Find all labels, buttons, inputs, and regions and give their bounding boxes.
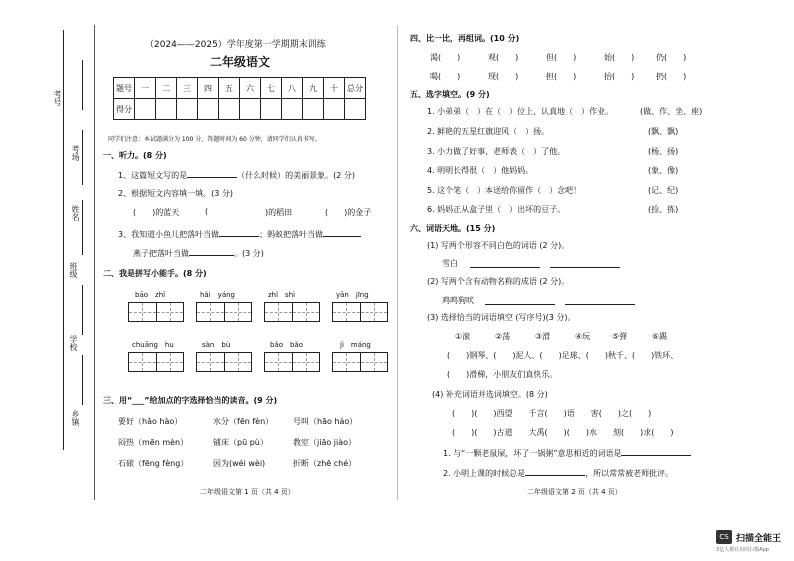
pinyin-label: bǎo bǎo (270, 341, 304, 349)
score-head: 八 (282, 78, 303, 99)
compare-item[interactable]: 观( ) (488, 53, 519, 62)
score-cell[interactable] (240, 99, 261, 120)
s1-q3-text-d: 。(3 分) (234, 249, 264, 258)
s1-q1-text: 1、这篇短文写的是 (118, 171, 188, 180)
word-option: ③滑 (535, 332, 551, 341)
compare-item[interactable]: 但( ) (546, 53, 577, 62)
writing-grid[interactable] (264, 352, 320, 372)
page-footer-left: 二年级语文第 1 页（共 4 页） (200, 488, 295, 496)
watermark-name: 扫描全能王 (736, 534, 782, 544)
s1-q3 (118, 227, 361, 240)
side-label-exam-number: 考号 (53, 90, 62, 106)
compare-item[interactable]: 仍( ) (656, 53, 687, 62)
writing-grid[interactable] (196, 302, 252, 322)
pinyin-label: chuāng hu (132, 341, 174, 349)
side-label-school: 学校 (69, 335, 78, 351)
answer-blank[interactable] (187, 168, 237, 178)
s1-q3-line2 (133, 246, 264, 259)
fill-question: 1. 小弟弟（ ）在（ ）位上，认真地（ ）作业。 (427, 107, 614, 116)
word-option: ②荡 (495, 332, 511, 341)
answer-blank[interactable] (621, 446, 691, 456)
answer-blank[interactable] (525, 466, 585, 476)
pinyin-label: zhǐ shì (268, 291, 296, 299)
score-head: 五 (219, 78, 240, 99)
s1-q2-item: )的稻田 (265, 208, 293, 217)
s6-q2: (2) 写两个含有动物名称的成语 (2 分)。 (427, 277, 570, 286)
fill-options: (杨、扬) (648, 147, 679, 156)
score-row-label: 得分 (114, 99, 135, 120)
score-cell[interactable] (177, 99, 198, 120)
compare-item[interactable]: 始( ) (604, 53, 635, 62)
s6-q3-line1: ( )钢琴、( )泥人、( )足球、( )秋千、( )铁环、 (447, 351, 679, 360)
score-table (113, 77, 366, 120)
answer-blank[interactable] (470, 267, 540, 268)
instructions: 同学们注意：本试题满分为 100 分，答题时间为 60 分钟，请同学们认真书写。 (108, 136, 321, 143)
binding-line (63, 30, 64, 450)
fill-options: (记、纪) (648, 186, 679, 195)
s1-q3-text-b: ；蚂蚁把落叶当做 (259, 230, 324, 239)
word-option: ⑤弹 (612, 332, 628, 341)
s1-q1 (118, 168, 355, 181)
cut-line (94, 25, 95, 500)
score-cell[interactable] (135, 99, 156, 120)
compare-item[interactable]: 现( ) (488, 72, 519, 81)
reading-option[interactable]: 要好（hǎo hào） (118, 417, 183, 426)
score-cell[interactable] (156, 99, 177, 120)
score-head: 二 (156, 78, 177, 99)
score-cell[interactable] (282, 99, 303, 120)
score-head: 十 (324, 78, 345, 99)
s6-q1: (1) 写两个形容不同白色的词语 (2 分)。 (427, 241, 570, 250)
writing-grid[interactable] (332, 302, 388, 322)
s1-q2-item: ( )的蓝天 (133, 208, 180, 217)
blank-line (82, 60, 83, 110)
s6-q3-line2: ( )滑梯，小朋友们真快乐。 (447, 370, 558, 379)
watermark-tagline: 3亿人都在用的扫描App (716, 547, 769, 553)
reading-option[interactable]: 号叫（hāo háo） (293, 417, 358, 426)
score-head: 总分 (345, 78, 366, 99)
fill-question: 5. 这个笔（ ）本送给你留作（ ）念吧！ (427, 186, 582, 195)
s6-q4-s2 (443, 466, 673, 479)
writing-grid[interactable] (196, 352, 252, 372)
blank-line (82, 130, 83, 185)
s6-q3: (3) 选择恰当的词语填空 (写序号)(3 分)。 (427, 313, 576, 322)
score-head: 题号 (114, 78, 135, 99)
word-option: ①滚 (455, 332, 471, 341)
blank-line (82, 285, 83, 335)
side-label-name: 姓名 (71, 205, 80, 221)
score-cell[interactable] (198, 99, 219, 120)
side-label-township: 乡镇 (71, 410, 80, 426)
fill-question: 4. 明明长得很（ ）他妈妈。 (427, 166, 534, 175)
word-option: ④玩 (575, 332, 591, 341)
page-footer-right: 二年级语文第 2 页（共 4 页） (527, 488, 622, 496)
reading-option[interactable]: 因为(wéi wèi) (213, 459, 266, 468)
s6-q4-s1-text: 1. 与“一颗老鼠屎，坏了一锅粥”意思相近的词语是 (443, 449, 622, 458)
reading-option[interactable]: 教室（jiāo jiào） (293, 438, 357, 447)
fill-question: 6. 妈妈正从盒子里（ ）出坏的豆子。 (427, 205, 566, 214)
word-option: ⑥踢 (652, 332, 668, 341)
exam-subtitle: 二年级语文 (210, 55, 271, 69)
compare-item[interactable]: 喝( ) (430, 72, 461, 81)
s1-q3-text-c: 燕子把落叶当做 (133, 249, 189, 258)
fill-options: (象、像) (648, 166, 679, 175)
answer-blank[interactable] (565, 304, 635, 305)
s6-q4-line1: ( )( )西望 千言( )语 害( )之( ) (452, 409, 652, 418)
compare-item[interactable]: 担( ) (546, 72, 577, 81)
exam-title: （2024——2025）学年度第一学期期末训练 (145, 40, 326, 50)
section-2-title: 二、我是拼写小能手。(8 分) (103, 269, 207, 278)
score-head: 六 (240, 78, 261, 99)
fill-question: 2. 鲜艳的五星红旗迎风（ ）扬。 (427, 127, 550, 136)
score-head: 七 (261, 78, 282, 99)
page-divider (397, 25, 398, 500)
score-cell[interactable] (345, 99, 366, 120)
reading-option[interactable]: 水分（fēn fèn） (213, 417, 274, 426)
score-cell[interactable] (303, 99, 324, 120)
writing-grid[interactable] (128, 352, 184, 372)
answer-blank[interactable] (219, 227, 259, 237)
compare-item[interactable]: 渴( ) (430, 53, 461, 62)
reading-option[interactable]: 铺床（pū pù） (213, 438, 268, 447)
fill-options: (飘、飘) (648, 127, 679, 136)
side-label-class: 班级 (69, 262, 78, 278)
answer-blank[interactable] (189, 246, 234, 256)
section-6-title: 六、词语天地。(15 分) (410, 224, 496, 233)
fill-options: (做、作、坐、座) (640, 107, 703, 116)
fill-options: (捡、拣) (648, 205, 679, 214)
s1-q3-text: 3、我知道小鱼儿把落叶当做 (118, 230, 220, 239)
pinyin-label: yān jīng (336, 291, 369, 299)
s6-q4-s2-text-b: ，所以常常被老师批评。 (585, 469, 674, 478)
section-3-title: 三、用“___”给加点的字选择恰当的读音。(9 分) (103, 396, 278, 405)
s1-q2-item: ( (205, 207, 209, 216)
side-label-exam-room: 考场 (71, 145, 80, 161)
writing-grid[interactable] (264, 302, 320, 322)
section-4-title: 四、比一比，再组词。(10 分) (410, 34, 520, 43)
s6-q4-s2-text: 2. 小明上课的时候总是 (443, 469, 526, 478)
pinyin-label: bāo zhǐ (135, 291, 166, 299)
score-head: 四 (198, 78, 219, 99)
score-head: 一 (135, 78, 156, 99)
answer-blank[interactable] (323, 227, 361, 237)
s6-q2-example: 鸡鸣狗吠 (442, 296, 474, 305)
blank-line (82, 355, 83, 405)
pinyin-label: jì máng (340, 341, 371, 349)
compare-item[interactable]: 抬( ) (604, 72, 635, 81)
answer-blank[interactable] (550, 267, 620, 268)
score-cell[interactable] (324, 99, 345, 120)
s6-q4-line2: ( )( )古道 大禹( )( )水 刻( )求( ) (452, 428, 674, 437)
s1-q1-text-b: （什么时候）的美丽景象。(2 分) (237, 171, 355, 180)
reading-option[interactable]: 石磙（fēng fèng） (118, 459, 189, 468)
answer-blank[interactable] (485, 304, 555, 305)
camscanner-logo: CS (716, 530, 732, 544)
reading-option[interactable]: 闷热（mēn mèn） (118, 438, 189, 447)
s1-q2: 2、根据短文内容填一填。(3 分) (118, 189, 233, 198)
blank-line (82, 200, 83, 255)
score-cell[interactable] (261, 99, 282, 120)
pinyin-label: sàn bù (202, 341, 231, 349)
s6-q1-example: 雪白 (442, 259, 458, 268)
s6-q4: (4) 补充词语并选词填空。(8 分) (432, 390, 548, 399)
reading-option[interactable]: 折断（zhē ché） (293, 459, 357, 468)
score-head: 三 (177, 78, 198, 99)
score-head: 九 (303, 78, 324, 99)
s6-q4-s1 (443, 446, 691, 459)
s1-q2-item: ( )的金子 (325, 208, 372, 217)
score-cell[interactable] (219, 99, 240, 120)
fill-question: 3. 小力做了好事，老师表（ ）了他。 (427, 147, 566, 156)
pinyin-label: hǎi yáng (200, 291, 235, 299)
writing-grid[interactable] (128, 302, 184, 322)
section-1-title: 一、听力。(8 分) (103, 151, 167, 160)
section-5-title: 五、选字填空。(9 分) (410, 90, 490, 99)
compare-item[interactable]: 扔( ) (656, 72, 687, 81)
writing-grid[interactable] (332, 352, 388, 372)
